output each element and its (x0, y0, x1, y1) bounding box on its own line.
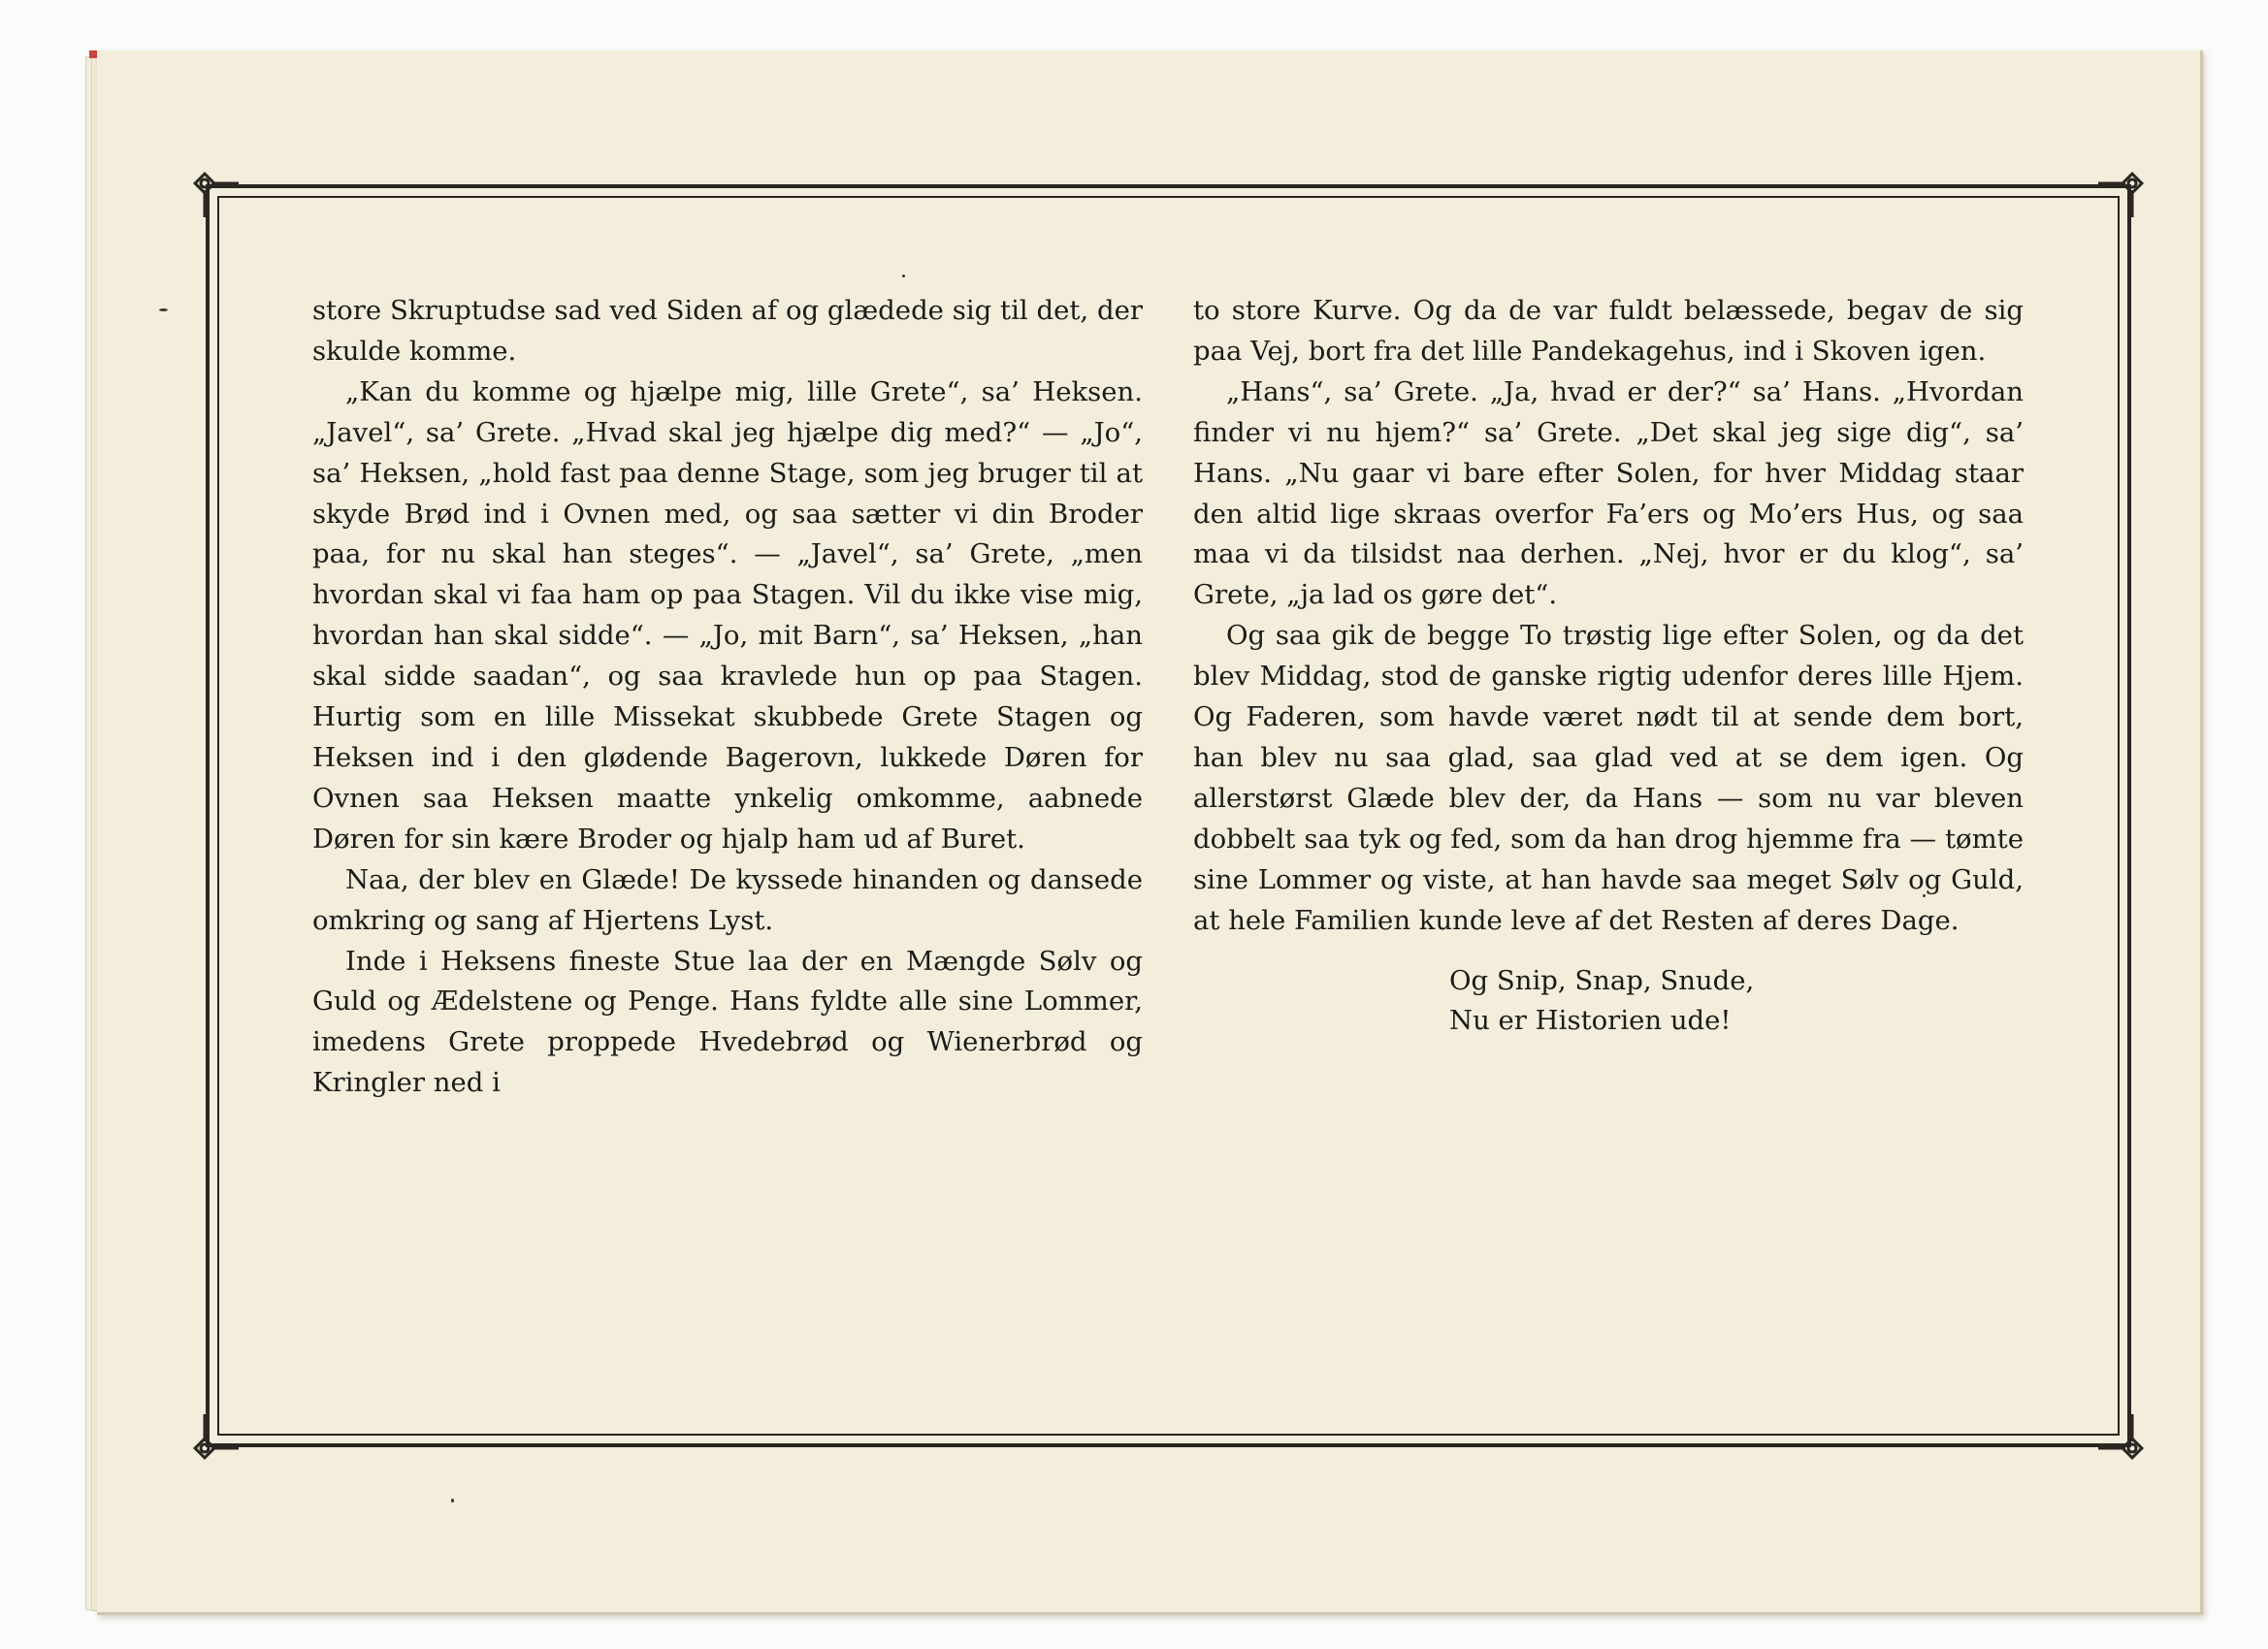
paragraph: Inde i Heksens fineste Stue laa der en Mængde Sølv og Guld og Ædelstene og Penge. Hans fyldte alle sine Lommer, imedens Grete proppede Hvedebrød og Wienerbrød og Kringler ned i (312, 945, 1143, 1099)
corner-ornament-icon (2090, 169, 2147, 225)
closing-verse (1449, 961, 2024, 1043)
ink-speck (451, 1499, 454, 1503)
verse-line: Nu er Historien ude! (1449, 1005, 1732, 1037)
corner-ornament-icon (190, 169, 246, 225)
paragraph: „Kan du komme og hjælpe mig, lille Grete“, sa’ Heksen. „Javel“, sa’ Grete. „Hvad skal jeg hjælpe dig med?“ — „Jo“, sa’ Heksen, „hold fast paa denne Stage, som jeg bruger til at skyde Brød ind i Ovnen med, og saa sætter vi din Broder paa, for nu skal han steges“. — „Javel“, sa’ Grete, „men hvordan skal vi faa ham op paa Stagen. Vil du ikke vise mig, hvordan han skal sidde“. — „Jo, mit Barn“, sa’ Heksen, „han skal sidde saadan“, og saa kravlede hun op paa Stagen. Hurtig som en lille Missekat skubbede Grete Stagen og Heksen ind i den glødende Bagerovn, lukkede Døren for Ovnen saa Heksen maatte ynkelig omkomme, aabnede Døren for sin kære Broder og hjalp ham ud af Buret. (312, 375, 1143, 855)
ink-speck (159, 308, 168, 311)
ink-speck (902, 275, 905, 277)
paragraph: Naa, der blev en Glæde! De kyssede hinanden og dansede omkring og sang af Hjertens Lyst. (312, 863, 1143, 936)
corner-ornament-icon (190, 1406, 246, 1463)
paragraph: to store Kurve. Og da de var fuldt belæssede, begav de sig paa Vej, bort fra det lille Pandekagehus, ind i Skoven igen. (1193, 295, 2024, 367)
paragraph: store Skruptudse sad ved Siden af og glædede sig til det, der skulde komme. (312, 295, 1143, 367)
right-text-column (1193, 291, 2024, 1042)
verse-line: Og Snip, Snap, Snude, (1449, 964, 1755, 996)
paragraph: „Hans“, sa’ Grete. „Ja, hvad er der?“ sa’ Hans. „Hvordan finder vi nu hjem?“ sa’ Grete. „Det skal jeg sige dig“, sa’ Hans. „Nu gaar vi bare efter Solen, for hver Middag staar den altid lige skraas overfor Fa’ers og Mo’ers Hus, og saa maa vi da tilsidst naa derhen. „Nej, hvor er du klog“, sa’ Grete, „ja lad os gøre det“. (1193, 375, 2024, 611)
left-text-column (312, 291, 1143, 1104)
corner-ornament-icon (2090, 1406, 2147, 1463)
paragraph: Og saa gik de begge To trøstig lige efter Solen, og da det blev Middag, stod de ganske rigtig udenfor deres lille Hjem. Og Faderen, som havde været nødt til at sende dem bort, han blev nu saa glad, saa glad ved at se dem igen. Og allerstørst Glæde blev der, da Hans — som nu var bleven dobbelt saa tyk og fed, som da han drog hjemme fra — tømte sine Lommer og viste, at han havde saa meget Sølv og Guld, at hele Familien kunde leve af det Resten af deres Dage. (1193, 620, 2024, 936)
